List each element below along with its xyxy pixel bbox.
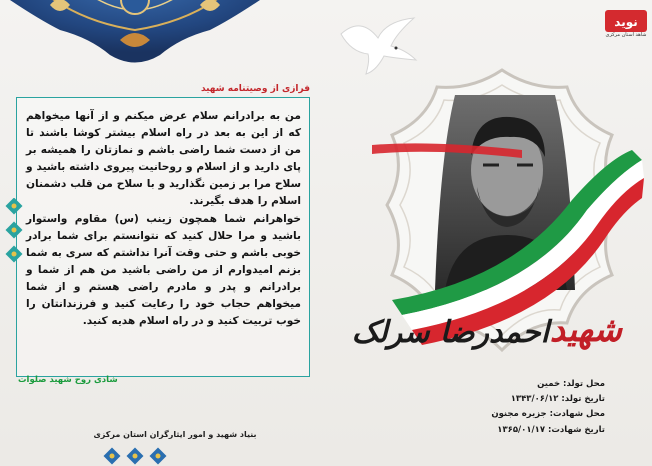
will-paragraph-2: خواهرانم شما همچون زینب (س) مقاوم واستوار باشید و مرا حلال کنید که نتوانستم برای شما برادر خوبی باشم و حتی وقت آنرا نداشتم که سری به شما بزنم امیدوارم از من راضی باشید من هم از شما و برادرانم و پدر و مادرم راضی هستم و از شما میخواهم حجاب خود را رعایت کنید و فرزندانتان را خوب تربیت کنید و در راه اسلام هدیه کنید. — [26, 212, 301, 328]
martyr-name: احمدرضا سرلک — [351, 315, 549, 350]
foundation-text: بنیاد شهید و امور ایثارگران استان مرکزی — [93, 430, 257, 439]
will-paragraph-1: من به برادرانم سلام عرض میکنم و از آنها میخواهم که از این به بعد در راه اسلام بیشتر کوشا باشند تا من از دست شما راضی باشم و نمازتان را همیشه بر پای دارید و از اسلام و روحانیت پیروی داشته باشید و سلاح مرا بر زمین نگذارید و با سلاح من قلب دشمنان اسلام را هدف بگیرند. — [26, 110, 301, 208]
svg-text:نوید: نوید — [614, 15, 638, 29]
martyr-details — [455, 377, 605, 438]
birth-date: تاریخ تولد: ۱۳۴۳/۰۶/۱۲ — [510, 394, 605, 405]
will-title: فرازی از وصیتنامه شهید — [200, 84, 310, 94]
martyrdom-date: تاریخ شهادت: ۱۳۶۵/۰۱/۱۷ — [497, 424, 605, 435]
arabesque-ornament-icon — [10, 0, 260, 65]
martyrdom-place: محل شهادت: جزیره مجنون — [491, 409, 605, 420]
salavat-text: شادی روح شهید صلوات — [18, 375, 118, 385]
tile-ornament-icon — [4, 198, 24, 268]
tile-ornament-bottom-icon — [100, 447, 170, 466]
will-text — [26, 108, 301, 330]
logo-caption: شاهد استان مرکزی — [605, 32, 647, 38]
martyr-title-word: شهید — [549, 310, 622, 350]
birth-place: محل تولد: خمین — [537, 379, 605, 389]
